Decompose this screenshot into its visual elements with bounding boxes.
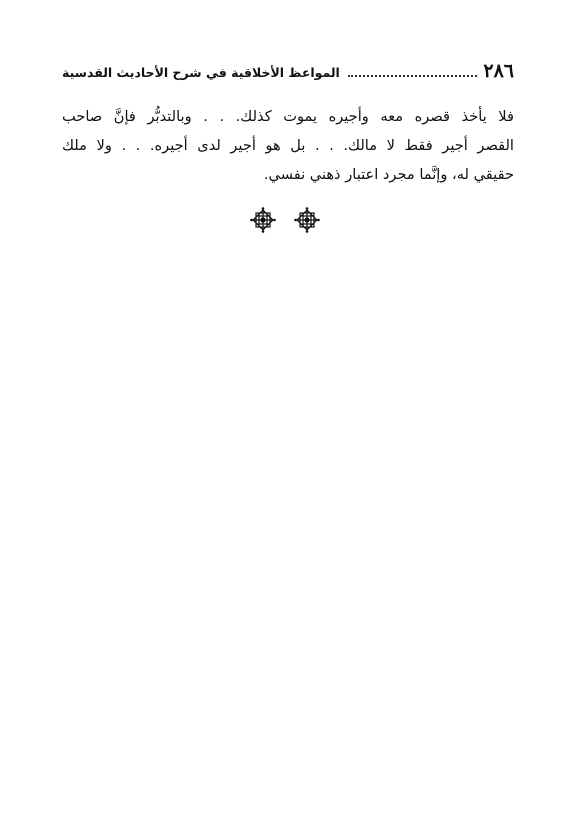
paragraph-line: حقيقي له، وإنَّما مجرد اعتبار ذهني نفسي. xyxy=(263,166,514,183)
running-header xyxy=(62,52,514,82)
paragraph-line: القصر أجير فقط لا مالك. . . بل هو أجير لدى أجيره. . . ولا ملك xyxy=(62,137,514,154)
running-title: المواعظ الأخلاقية في شرح الأحاديث القدسية xyxy=(62,65,340,80)
header-dot-leader xyxy=(348,75,478,77)
section-end-ornaments xyxy=(245,206,325,236)
page-number: ٢٨٦ xyxy=(483,60,514,82)
body-paragraph xyxy=(62,102,514,189)
star-ornament-icon xyxy=(293,206,321,234)
star-ornament-icon xyxy=(249,206,277,234)
paragraph-line: فلا يأخذ قصره معه وأجيره يموت كذلك. . . وبالتدبُّر فإنَّ صاحب xyxy=(62,108,514,125)
